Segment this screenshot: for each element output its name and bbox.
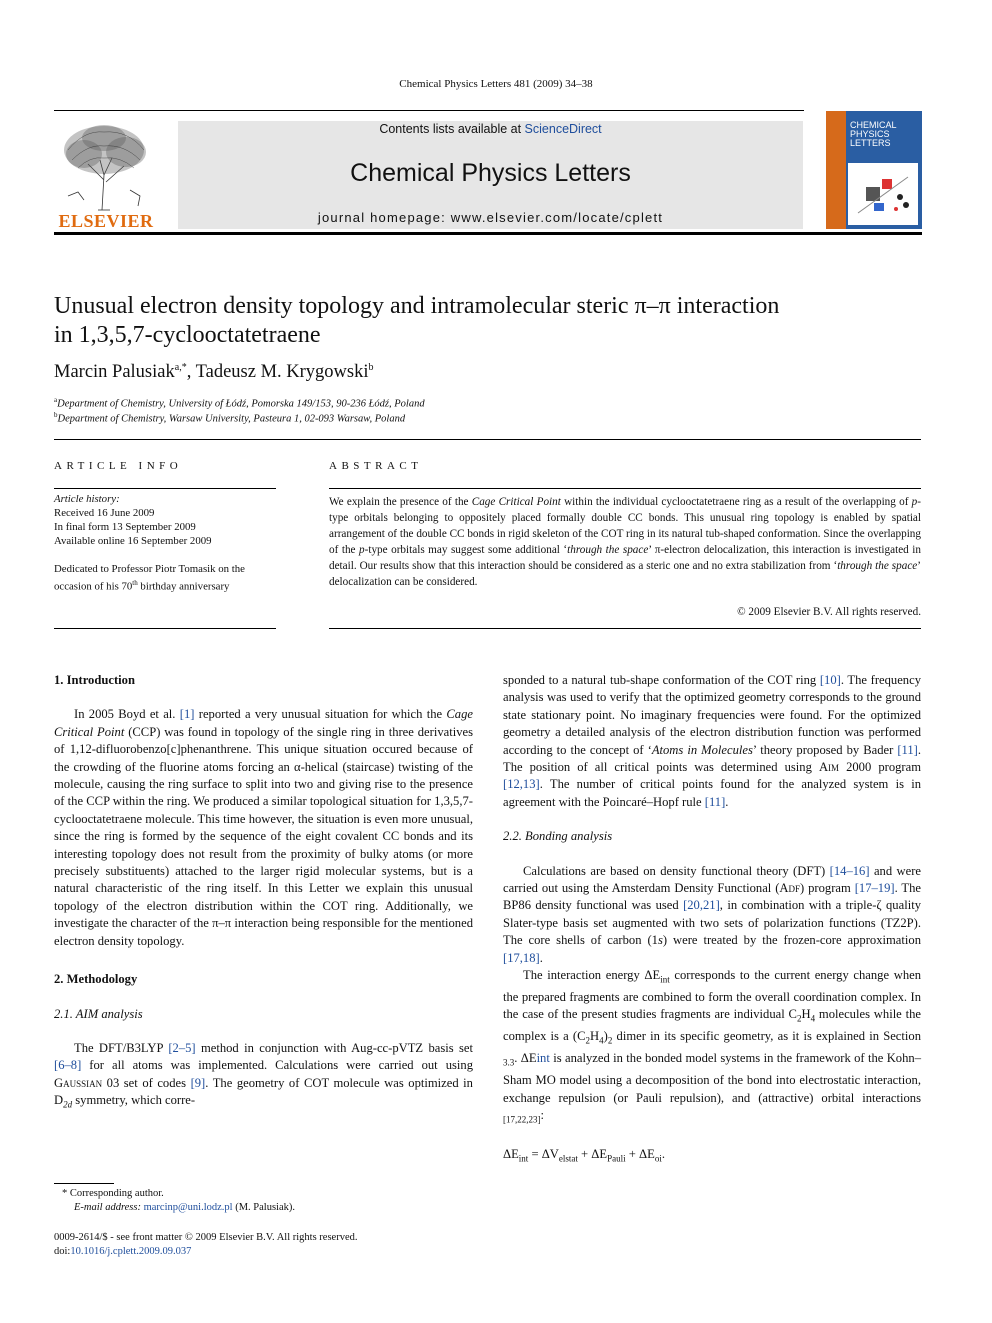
divider (54, 488, 276, 489)
header-rule (54, 110, 804, 111)
article-history (54, 492, 278, 594)
affiliation-text: Department of Chemistry, Warsaw University, Pasteura 1, 02-093 Warsaw, Poland (57, 413, 406, 425)
citation-link[interactable]: [10] (819, 673, 841, 687)
right-column (503, 672, 921, 1168)
cover-image (848, 163, 918, 225)
cover-title-line: PHYSICS (850, 129, 890, 139)
intro-paragraph: In 2005 Boyd et al. [1] reported a very unusual situation for which the Cage Critical Point (CCP) was found in topology of the single ring in three derivatives of 1,12-difluorobenzo[c]phenanthrene. This unique situation occured because of the crowding of the fluorine atoms forcing an α-helical (staircase) twisting of the molecule, causing the ring surface to split into two and giving rise to the presence of the CCP within the ring. We produced a similar topological situation for 1,3,5,7-cyclooctatetraene molecule. This time however, the situation is even more unusual, since the ring is formed by the sequence of the eight covalent CC bonds and its interesting topology does not result from the proximity of bulky atoms (or more precisely substituents) attached to the larger rigid molecular systems, but is a natural characteristic of the ring itself. In this Letter we explain this unusual topology of the electron distribution within the COT ring. Additionally, we investigate the character of the π–π interaction being responsible for the mentioned electron density topology. (54, 707, 473, 948)
dedication (54, 562, 278, 594)
affiliation-text: Department of Chemistry, University of Łódź, Pomorska 149/153, 90-236 Łódź, Poland (57, 398, 425, 410)
elsevier-wordmark: ELSEVIER (58, 211, 154, 231)
history-label: Article history: (54, 493, 120, 505)
author-name[interactable]: Tadeusz M. Krygowski (195, 362, 369, 383)
journal-masthead (178, 121, 803, 229)
final-form-date: In final form 13 September 2009 (54, 521, 196, 533)
received-date: Received 16 June 2009 (54, 507, 155, 519)
citation-link[interactable]: [11] (897, 742, 918, 757)
journal-reference: Chemical Physics Letters 481 (2009) 34–38 (399, 78, 593, 90)
aim-paragraph: The DFT/B3LYP [2–5] method in conjunction with Aug-cc-pVTZ basis set [6–8] for all atoms was implemented. Calculations were carried out using Gaussian 03 set of codes [9]. The geometry of COT molecule was optimized in $D_{2d}$ symmetry, which corre- (54, 1040, 473, 1110)
journal-homepage[interactable]: journal homepage: www.elsevier.com/locate/cplett (317, 210, 664, 225)
dedication-text: Dedicated to Professor Piotr Tomasik on the occasion of his 70 (54, 563, 245, 593)
aim-paragraph-continued: sponded to a natural tub-shape conformation of the COT ring [10]. The frequency analysis was used to verify that the optimized geometry corresponds to the ground state stationary point. No imaginary frequencies were found. For the optimized geometry a detailed analysis of the electron distribution function was performed according to the concept of ‘Atoms in Molecules’ theory proposed by Bader [11]. The position of all critical points was determined using Aim 2000 program [12,13]. The number of critical points found for the analyzed system is in agreement with the Poincaré–Hopf rule [11]. (503, 673, 921, 809)
author-list: Marcin Palusiak$^{a,*}$, Tadeusz M. Krygowski$^b$ (54, 362, 374, 383)
doi-link[interactable]: 10.1016/j.cplett.2009.09.037 (70, 1246, 192, 1257)
equation: $\Delta E_{int} = \Delta V_{elstat} + \Delta E_{Pauli} + \Delta E_{oi}$. (503, 1146, 665, 1164)
cover-title-line: LETTERS (850, 138, 891, 148)
affiliation-a (54, 396, 425, 410)
citation-link[interactable]: [17–19] (854, 881, 895, 896)
issn-line: 0009-2614/$ - see front matter © 2009 Elsevier B.V. All rights reserved. (54, 1232, 358, 1243)
affiliation-mark: a (54, 396, 58, 404)
citation-link[interactable]: [17,18] (503, 950, 540, 965)
footnote-corresponding: * Corresponding author. (62, 1188, 164, 1199)
citation-link[interactable]: [14–16] (829, 863, 870, 878)
journal-title: Chemical Physics Letters (350, 159, 631, 187)
title-line: Unusual electron density topology and intramolecular steric π–π interaction (54, 293, 780, 319)
interaction-energy-paragraph: The interaction energy $\Delta E_{int}$ corresponds to the current energy change when the prepared fragments are combined to form the overall coordination complex. In the case of the present studies fragments are individual $C_2H_4$ molecules while the complex is a $(C_2H_4)_2$ dimer in its specific geometry, as it is explained in Section $_{3.3}$. ΔEint is analyzed in the bonded model systems in the framework of the Kohn–Sham MO model using a decomposition of the bond into electrostatic interaction, exchange repulsion (or Pauli repulsion), and (attractive) orbital interactions $_{[17,22,23]}$: (503, 968, 922, 1125)
dedication-sup: th (132, 579, 138, 587)
article-title (54, 292, 934, 349)
divider (54, 628, 276, 629)
cover-title (850, 121, 897, 148)
subsection-heading: 2.1. AIM analysis (54, 1006, 143, 1021)
citation-link[interactable]: [20,21] (683, 898, 720, 913)
title-line: in 1,3,5,7-cyclooctatetraene (54, 321, 321, 348)
abstract-text: We explain the presence of the Cage Critical Point within the individual cyclooctatetraene ring as a result of the overlapping of p-type orbitals belonging to oppositely placed formally double CC bonds. This unusual ring topology is enabled by spatial arrangement of the double CC bonds in rigid skeleton of the COT ring in its natural tub-shaped conformation. Since the overlapping of the p-type orbitals may suggest some additional ‘through the space’ π-electron delocalization, this interaction is investigated in detail. Our results show that this interaction should be considered as a steric one and no extra stabilization from ‘through the space’ delocalization can be considered. (329, 496, 922, 588)
cover-title-line: CHEMICAL (850, 120, 897, 130)
section-link[interactable]: int (536, 1051, 550, 1066)
online-date: Available online 16 September 2009 (54, 535, 212, 547)
citation-link[interactable]: [2–5] (168, 1040, 196, 1055)
doi-line: doi:10.1016/j.cplett.2009.09.037 (54, 1246, 192, 1257)
author-affiliation-mark: b (368, 362, 374, 373)
dedication-text: birthday anniversary (137, 580, 230, 593)
subsection-heading: 2.2. Bonding analysis (503, 829, 613, 844)
email-link[interactable]: marcinp@uni.lodz.pl (143, 1202, 233, 1213)
sciencedirect-link[interactable]: ScienceDirect (524, 122, 602, 136)
cover-stripe (826, 111, 846, 229)
copyright: © 2009 Elsevier B.V. All rights reserved. (737, 606, 921, 618)
divider (329, 628, 921, 629)
citation-link[interactable]: [6–8] (54, 1058, 82, 1073)
author-affiliation-mark: a,* (174, 362, 187, 373)
footnote-email: E-mail address: marcinp@uni.lodz.pl (M. Palusiak). (74, 1202, 296, 1213)
footnote-rule (54, 1183, 114, 1184)
section-heading: 1. Introduction (54, 673, 135, 687)
elsevier-logo[interactable] (54, 120, 158, 232)
article-info-heading: ARTICLE INFO (54, 460, 183, 472)
citation-link[interactable]: [11] (704, 794, 726, 809)
citation-link[interactable]: [9] (190, 1075, 206, 1090)
molecule-icon (848, 163, 918, 225)
affiliation-mark: b (54, 411, 58, 419)
section-heading: 2. Methodology (54, 972, 138, 987)
affiliation-b (54, 411, 405, 425)
bonding-paragraph: Calculations are based on density functional theory (DFT) [14–16] and were carried out using the Amsterdam Density Functional (Adf) program [17–19]. The BP86 density functional was used [20,21], in combination with a triple-ζ quality Slater-type basis set augmented with two sets of polarization functions (TZ2P). The core shells of carbon (1s) were treated by the frozen-core approximation [17,18]. (503, 863, 922, 965)
author-name[interactable]: Marcin Palusiak (54, 362, 175, 383)
citation-link[interactable]: [12,13] (503, 777, 540, 792)
abstract-heading: ABSTRACT (329, 460, 423, 472)
left-column (54, 672, 473, 1114)
contents-prefix: Contents lists available at (379, 122, 525, 136)
divider (54, 439, 921, 440)
masthead-rule (54, 232, 922, 235)
divider (329, 488, 921, 489)
tree-logo-icon (54, 120, 158, 212)
citation-link[interactable]: [1] (179, 707, 195, 722)
journal-cover[interactable] (826, 111, 922, 229)
contents-line (178, 121, 803, 137)
